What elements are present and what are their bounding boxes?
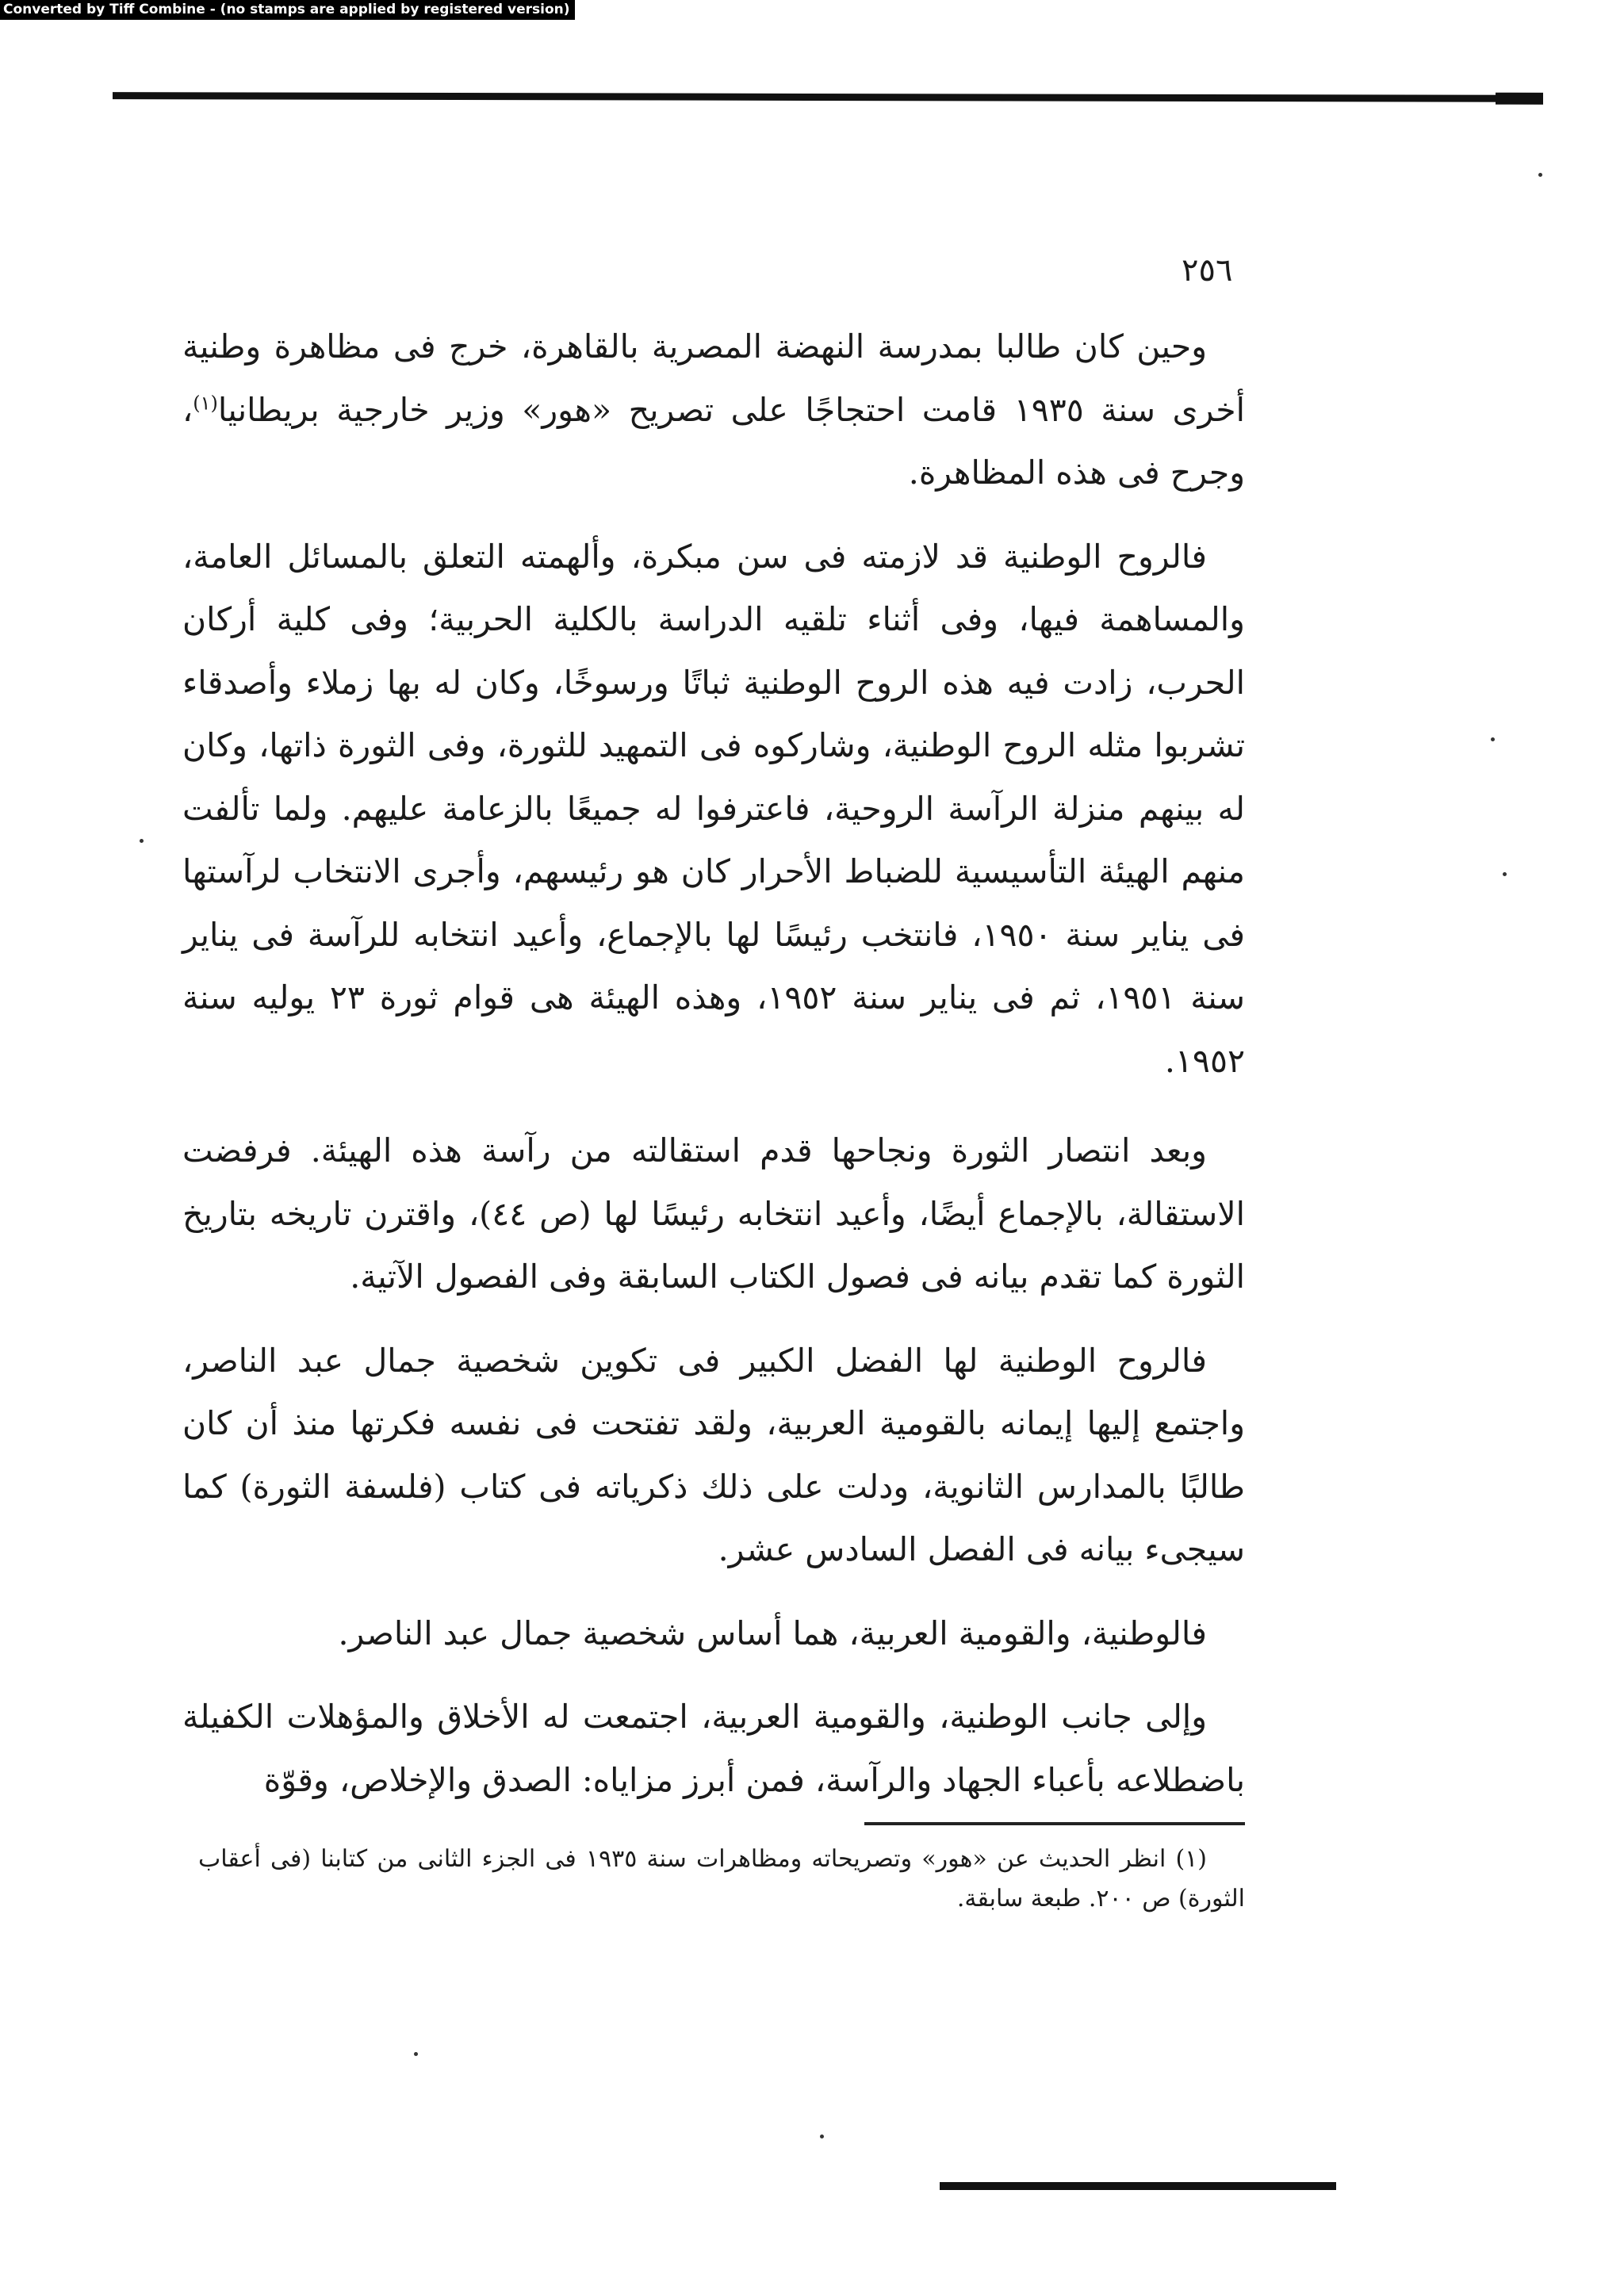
scan-speck xyxy=(820,2135,824,2138)
converter-watermark: Converted by Tiff Combine - (no stamps are applied by registered version) xyxy=(0,0,575,20)
scan-speck xyxy=(1538,173,1542,177)
scan-speck xyxy=(140,839,144,843)
body-text xyxy=(182,316,1245,1812)
paragraph-3: وبعد انتصار الثورة ونجاحها قدم استقالته من رآسة هذه الهيئة. فرفضت الاستقالة، بالإجماع أيضًا، وأعيد انتخابه رئيسًا لها (ص ٤٤)، واقترن تاريخه بتاريخ الثورة كما تقدم بيانه فى فصول الكتاب السابقة وفى الفصول الآتية. xyxy=(182,1131,1245,1296)
paragraph-4: فالروح الوطنية لها الفضل الكبير فى تكوين شخصية جمال عبد الناصر، واجتمع إليها إيمانه بالقومية العربية، ولقد تفتحت فى نفسه فكرتها منذ أن كان طالبًا بالمدارس الثانوية، ودلت على ذلك ذكرياته فى كتاب (فلسفة الثورة) كما سيجىء بيانه فى الفصل السادس عشر. xyxy=(182,1341,1245,1568)
paragraph-1 xyxy=(182,316,1245,505)
paragraph-1-tail: ، وجرح فى هذه المظاهرة. xyxy=(182,390,1245,492)
paragraph-6: وإلى جانب الوطنية، والقومية العربية، اجتمعت له الأخلاق والمؤهلات الكفيلة باضطلاعه بأعباء الجهاد والرآسة، فمن أبرز مزاياه: الصدق والإخلاص، وقوّة xyxy=(182,1698,1245,1799)
page-number: ٢٥٦ xyxy=(1182,252,1233,289)
paragraph-5: فالوطنية، والقومية العربية، هما أساس شخصية جمال عبد الناصر. xyxy=(338,1614,1207,1652)
scan-speck xyxy=(1503,872,1507,876)
top-rule xyxy=(113,92,1540,102)
footnote-rule xyxy=(864,1822,1245,1825)
scan-speck xyxy=(1491,737,1495,741)
scan-speck xyxy=(414,2052,418,2056)
paragraph-2: فالروح الوطنية قد لازمته فى سن مبكرة، وألهمته التعلق بالمسائل العامة، والمساهمة فيها، وفى أثناء تلقيه الدراسة بالكلية الحربية؛ وفى كلية أركان الحرب، زادت فيه هذه الروح الوطنية ثباتًا ورسوخًا، وكان له بها زملاء وأصدقاء تشربوا مثله الروح الوطنية، وشاركوه فى التمهيد للثورة، وفى الثورة ذاتها، وكان له بينهم منزلة الرآسة الروحية، فاعترفوا له جميعًا بالزعامة عليهم. ولما تألفت منهم الهيئة التأسيسية للضباط الأحرار كان هو رئيسهم، وأجرى الانتخاب لرآستها فى يناير سنة ١٩٥٠، فانتخب رئيسًا لها بالإجماع، وأعيد انتخابه للرآسة فى يناير سنة ١٩٥١، ثم فى يناير سنة ١٩٥٢، وهذه الهيئة هى قوام ثورة ٢٣ يوليه سنة ١٩٥٢. xyxy=(182,537,1245,1080)
footnote-reference[interactable]: (١) xyxy=(193,391,218,414)
footnote: (١) انظر الحديث عن «هور» وتصريحاته ومظاهرات سنة ١٩٣٥ فى الجزء الثانى من كتابنا (فى أعقاب الثورة) ص ٢٠٠. طبعة سابقة. xyxy=(198,1845,1245,1913)
bottom-rule xyxy=(940,2182,1336,2190)
paragraph-1-text: وحين كان طالبا بمدرسة النهضة المصرية بالقاهرة، خرج فى مظاهرة وطنية أخرى سنة ١٩٣٥ قامت احتجاجًا على تصريح «هور» وزير خارجية بريطانيا xyxy=(182,327,1245,429)
